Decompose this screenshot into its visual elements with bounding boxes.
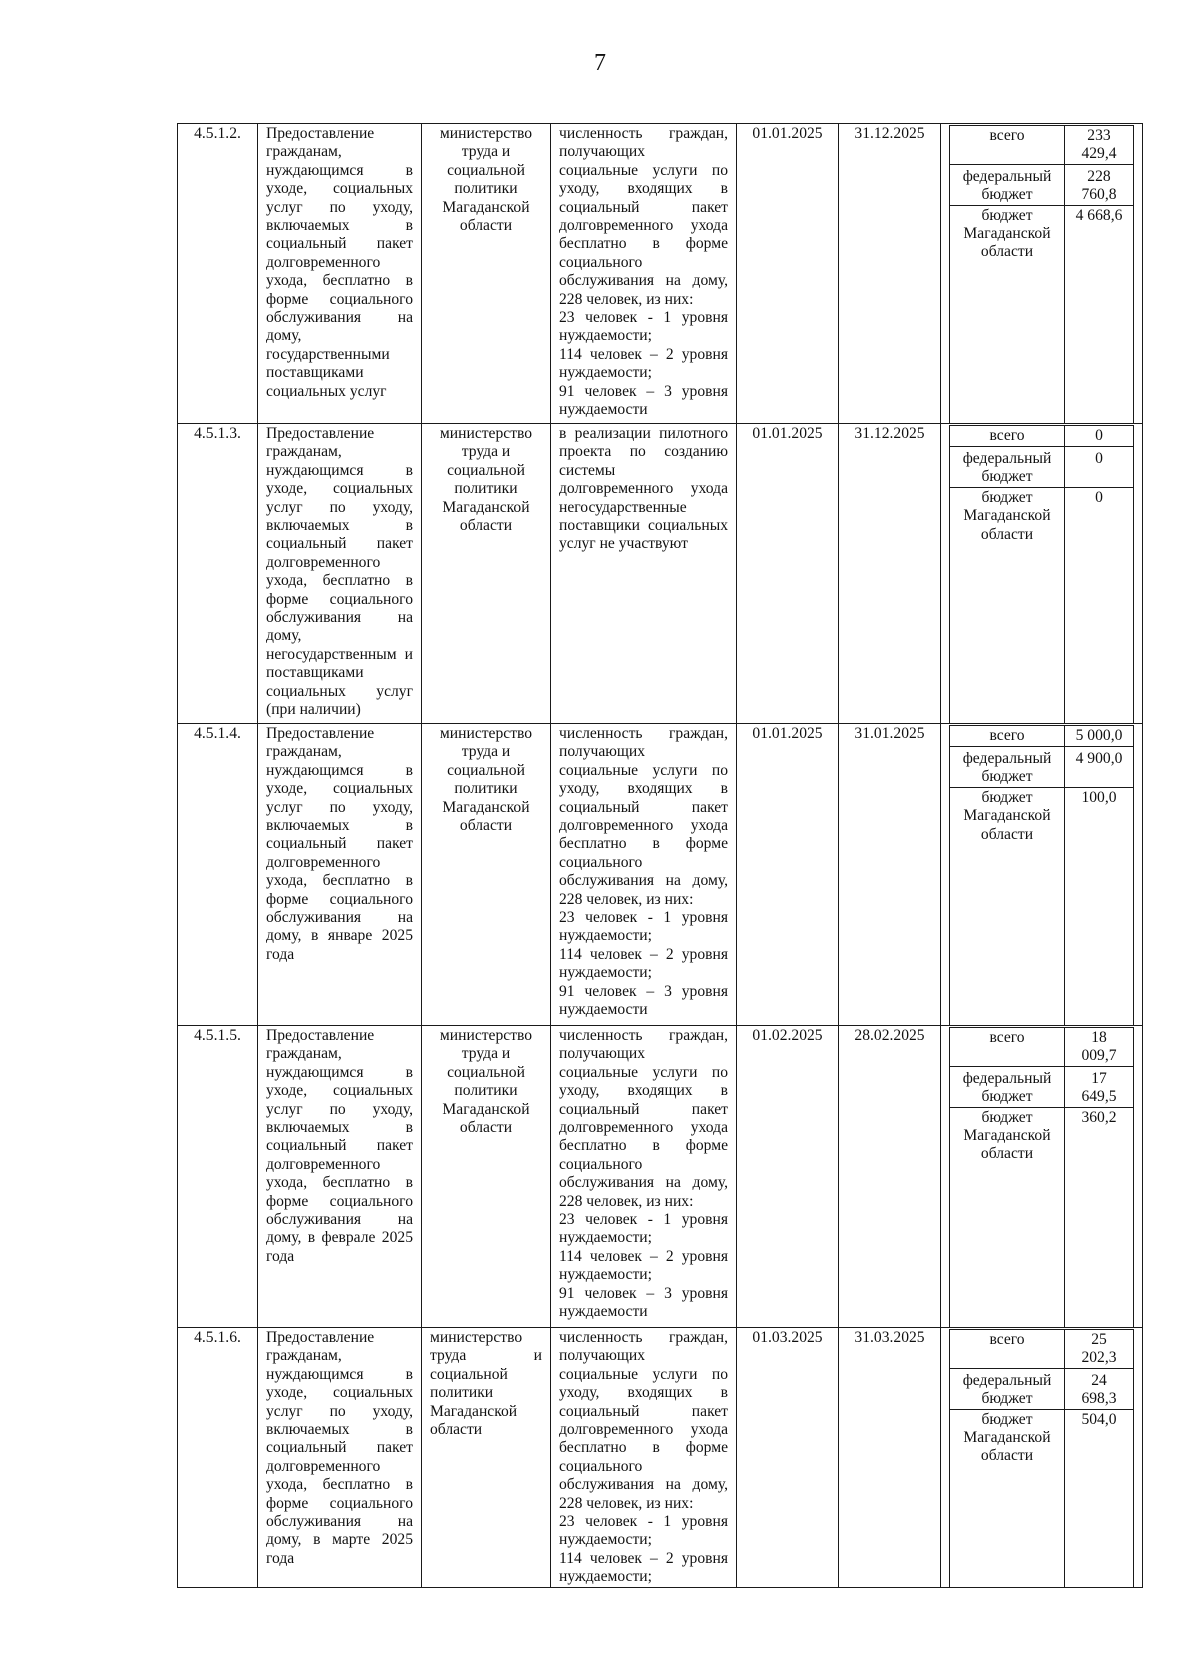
financing-row xyxy=(950,487,1134,723)
activities-table xyxy=(177,123,1143,1588)
financing-cell xyxy=(941,124,1143,424)
start-date: 01.01.2025 xyxy=(737,124,839,424)
funding-amount: 0 xyxy=(1065,447,1134,488)
funding-source: федеральный бюджет xyxy=(950,1066,1065,1107)
financing-cell xyxy=(941,1026,1143,1328)
funding-source: федеральный бюджет xyxy=(950,447,1065,488)
financing-row xyxy=(950,1066,1134,1107)
start-date: 01.01.2025 xyxy=(737,724,839,1026)
funding-source: всего xyxy=(950,1028,1065,1067)
financing-table xyxy=(949,425,1134,723)
funding-amount: 17 649,5 xyxy=(1065,1066,1134,1107)
funding-source: бюджет Магаданской области xyxy=(950,1107,1065,1327)
funding-source: федеральный бюджет xyxy=(950,1368,1065,1409)
funding-amount: 4 668,6 xyxy=(1065,205,1134,423)
funding-amount: 228 760,8 xyxy=(1065,164,1134,205)
end-date: 28.02.2025 xyxy=(839,1026,941,1328)
responsible-executor: министерство труда и социальной политики Магаданской области xyxy=(422,1026,551,1328)
row-number: 4.5.1.5. xyxy=(178,1026,258,1328)
expected-result: численность граждан, получающих социальные услуги по уходу, входящих в социальный пакет долговременного ухода бесплатно в форме социального обслуживания на дому, 228 человек, из них: 23 человек - 1 уровня нуждаемости; 114 человек – 2 уровня нуждаемости; 91 человек – 3 уровня нуждаемости xyxy=(551,1026,737,1328)
funding-amount: 0 xyxy=(1065,487,1134,723)
funding-amount: 4 900,0 xyxy=(1065,747,1134,788)
row-number: 4.5.1.4. xyxy=(178,724,258,1026)
financing-row xyxy=(950,1368,1134,1409)
row-number: 4.5.1.6. xyxy=(178,1328,258,1588)
funding-source: федеральный бюджет xyxy=(950,164,1065,205)
financing-table xyxy=(949,125,1134,423)
funding-amount: 233 429,4 xyxy=(1065,126,1134,165)
row-number: 4.5.1.2. xyxy=(178,124,258,424)
funding-source: всего xyxy=(950,1330,1065,1369)
end-date: 31.01.2025 xyxy=(839,724,941,1026)
expected-result: численность граждан, получающих социальные услуги по уходу, входящих в социальный пакет долговременного ухода бесплатно в форме социального обслуживания на дому, 228 человек, из них: 23 человек - 1 уровня нуждаемости; 114 человек – 2 уровня нуждаемости; xyxy=(551,1328,737,1588)
expected-result: численность граждан, получающих социальные услуги по уходу, входящих в социальный пакет долговременного ухода бесплатно в форме социального обслуживания на дому, 228 человек, из них: 23 человек - 1 уровня нуждаемости; 114 человек – 2 уровня нуждаемости; 91 человек – 3 уровня нуждаемости xyxy=(551,124,737,424)
funding-source: бюджет Магаданской области xyxy=(950,205,1065,423)
funding-amount: 5 000,0 xyxy=(1065,726,1134,747)
table-row xyxy=(178,1026,1143,1328)
funding-amount: 100,0 xyxy=(1065,787,1134,1025)
table-row xyxy=(178,724,1143,1026)
start-date: 01.01.2025 xyxy=(737,424,839,724)
financing-row xyxy=(950,126,1134,165)
start-date: 01.02.2025 xyxy=(737,1026,839,1328)
financing-row xyxy=(950,164,1134,205)
funding-amount: 504,0 xyxy=(1065,1409,1134,1587)
financing-row xyxy=(950,747,1134,788)
funding-amount: 18 009,7 xyxy=(1065,1028,1134,1067)
responsible-executor: министерство труда и социальной политики Магаданской области xyxy=(422,424,551,724)
financing-row xyxy=(950,447,1134,488)
funding-amount: 24 698,3 xyxy=(1065,1368,1134,1409)
funding-source: всего xyxy=(950,426,1065,447)
end-date: 31.03.2025 xyxy=(839,1328,941,1588)
table-row xyxy=(178,424,1143,724)
financing-row xyxy=(950,726,1134,747)
funding-source: бюджет Магаданской области xyxy=(950,1409,1065,1587)
row-number: 4.5.1.3. xyxy=(178,424,258,724)
activity-name: Предоставление гражданам, нуждающимся в уходе, социальных услуг по уходу, включаемых в социальный пакет долговременного ухода, бесплатно в форме социального обслуживания на дому, негосударственным и поставщиками социальных услуг (при наличии) xyxy=(258,424,422,724)
funding-amount: 25 202,3 xyxy=(1065,1330,1134,1369)
responsible-executor: министерство труда и социальной политики Магаданской области xyxy=(422,124,551,424)
financing-table xyxy=(949,1027,1134,1327)
expected-result: в реализации пилотного проекта по созданию системы долговременного ухода негосударственные поставщики социальных услуг не участвуют xyxy=(551,424,737,724)
start-date: 01.03.2025 xyxy=(737,1328,839,1588)
funding-source: всего xyxy=(950,126,1065,165)
financing-row xyxy=(950,1330,1134,1369)
funding-source: бюджет Магаданской области xyxy=(950,487,1065,723)
end-date: 31.12.2025 xyxy=(839,424,941,724)
responsible-executor: министерство труда и социальной политики Магаданской области xyxy=(422,1328,551,1588)
financing-cell xyxy=(941,1328,1143,1588)
financing-table xyxy=(949,725,1134,1025)
responsible-executor: министерство труда и социальной политики Магаданской области xyxy=(422,724,551,1026)
expected-result: численность граждан, получающих социальные услуги по уходу, входящих в социальный пакет долговременного ухода бесплатно в форме социального обслуживания на дому, 228 человек, из них: 23 человек - 1 уровня нуждаемости; 114 человек – 2 уровня нуждаемости; 91 человек – 3 уровня нуждаемости xyxy=(551,724,737,1026)
financing-row xyxy=(950,426,1134,447)
funding-source: федеральный бюджет xyxy=(950,747,1065,788)
activity-name: Предоставление гражданам, нуждающимся в уходе, социальных услуг по уходу, включаемых в социальный пакет долговременного ухода, бесплатно в форме социального обслуживания на дому, в феврале 2025 года xyxy=(258,1026,422,1328)
financing-row xyxy=(950,1409,1134,1587)
activity-name: Предоставление гражданам, нуждающимся в уходе, социальных услуг по уходу, включаемых в социальный пакет долговременного ухода, бесплатно в форме социального обслуживания на дому, в январе 2025 года xyxy=(258,724,422,1026)
financing-table xyxy=(949,1329,1134,1587)
activity-name: Предоставление гражданам, нуждающимся в уходе, социальных услуг по уходу, включаемых в социальный пакет долговременного ухода, бесплатно в форме социального обслуживания на дому, в марте 2025 года xyxy=(258,1328,422,1588)
funding-source: всего xyxy=(950,726,1065,747)
page-number: 7 xyxy=(594,50,606,76)
financing-row xyxy=(950,205,1134,423)
financing-cell xyxy=(941,424,1143,724)
end-date: 31.12.2025 xyxy=(839,124,941,424)
table-row xyxy=(178,124,1143,424)
funding-amount: 0 xyxy=(1065,426,1134,447)
activity-name: Предоставление гражданам, нуждающимся в уходе, социальных услуг по уходу, включаемых в социальный пакет долговременного ухода, бесплатно в форме социального обслуживания на дому, государственными поставщиками социальных услуг xyxy=(258,124,422,424)
financing-row xyxy=(950,787,1134,1025)
financing-cell xyxy=(941,724,1143,1026)
financing-row xyxy=(950,1107,1134,1327)
funding-source: бюджет Магаданской области xyxy=(950,787,1065,1025)
table-row xyxy=(178,1328,1143,1588)
funding-amount: 360,2 xyxy=(1065,1107,1134,1327)
financing-row xyxy=(950,1028,1134,1067)
